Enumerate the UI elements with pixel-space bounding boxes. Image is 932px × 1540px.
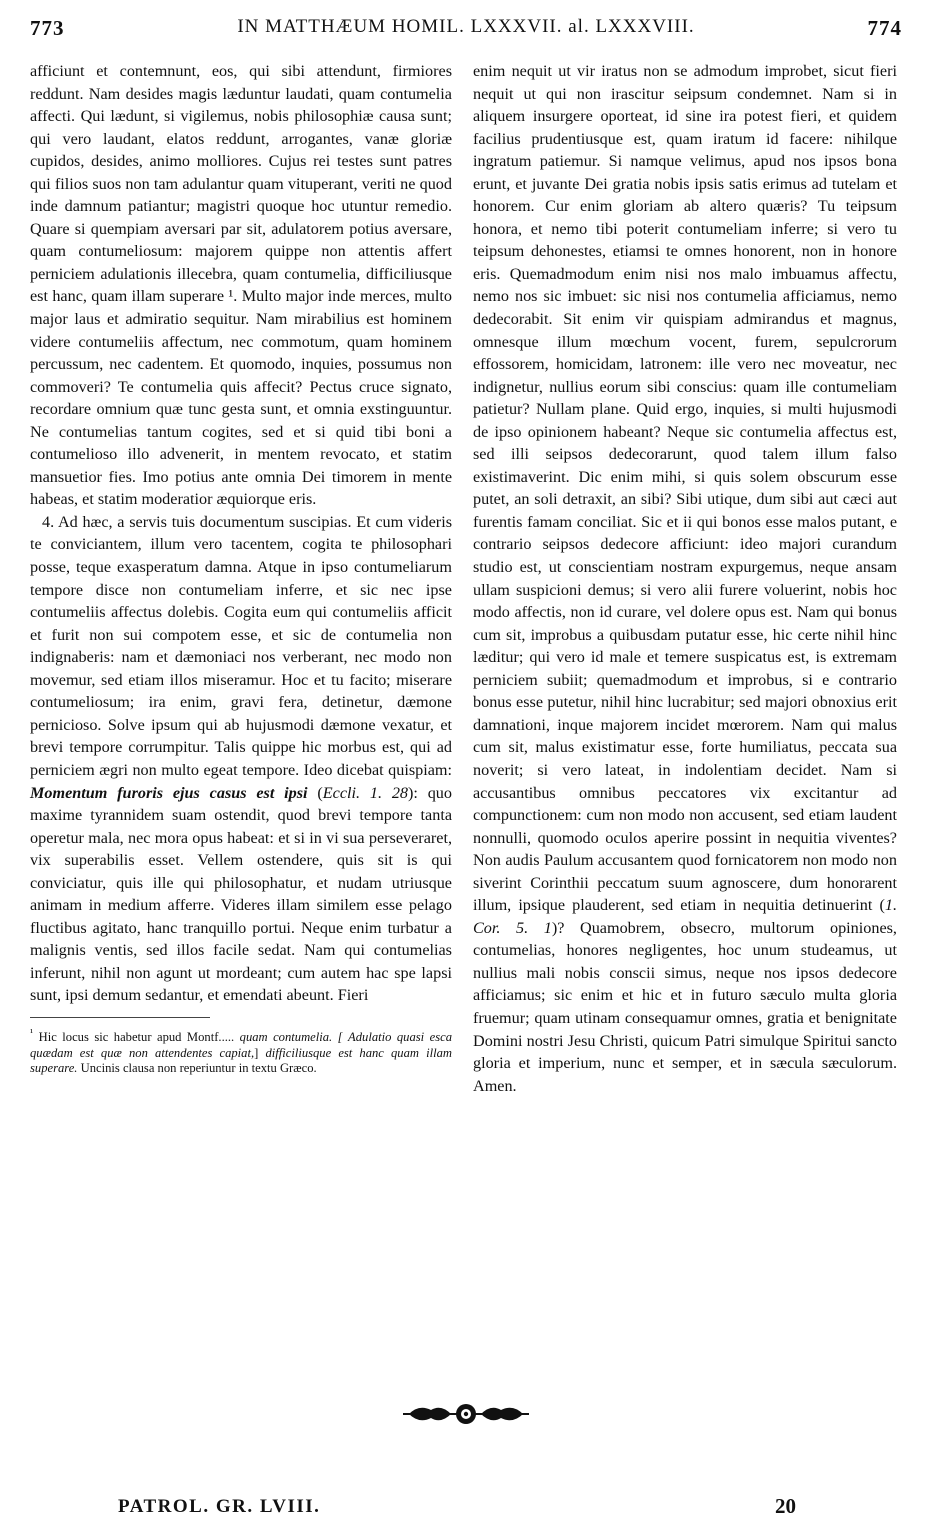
paragraph-text: )? Quamobrem, obsecro, multorum opiniones, contumelias, honores negligentes, hoc unum studeamus, ut nullius mali nobis conscii simus, neque nos ipsos dedecore afficiamus; sic enim et hic et in futuro sæculo multa gloria fruemur; quam utinam consequamur omnes, gratia et benignitate Domini nostri Jesu Christi, quicum Patri simulque Spiritui sancto gloria et imperium, nunc et semper, et in sæcula sæculorum. Amen. xyxy=(473,918,897,1095)
scripture-reference: 1. Cor. 5. 1 xyxy=(473,896,897,937)
footnote-italic: difficiliusque est hanc quam illam superare. xyxy=(30,1045,453,1076)
end-ornament xyxy=(0,1401,932,1432)
sheet-number: 20 xyxy=(775,1494,796,1518)
footnote-text: ] xyxy=(254,1045,266,1060)
left-column xyxy=(30,60,452,1077)
paragraph-4 xyxy=(30,511,452,1007)
scripture-quote: Momentum furoris ejus casus est ipsi xyxy=(30,783,308,802)
page-number-left: 773 xyxy=(30,16,65,40)
footnote-rule xyxy=(30,1017,210,1018)
paragraph-text: enim nequit ut vir iratus non se admodum improbet, sicut fieri nequit ut qui non irascitur seipsum condemnet. Nam si in aliquem insurgere oporteat, id sine ira potest fieri, et quidem facilius prudentiusque est, quam iratum id facere: nihilque ingratum patiemur. Si namque velimus, apud nos ipsos bona erunt, et juvante Dei gratia nobis ipsis satis erimus ad tutelam et honorem. Cur enim gloriam ab altero quæris? Tu teipsum honora, et nemo tibi poterit contumeliam inferre; si vero tu teipsum dehonestes, etiamsi te omnes honorent, non in honore eris. Quemadmodum enim nisi nos malo imbuamus affectu, nemo nos sic imbuet: sic nisi nos contumelia afficiamus, nemo dedecorabit. Sit enim vir quispiam admirandus et magnus, omnesque illum mœchum vocent, furem, sepulcrorum effossorem, homicidam, latronem: ille vero nec moveatur, nec indignetur, nullius eorum sibi conscius: quam ille contumeliam patietur? Nullam plane. Quid ergo, inquies, si multi hujusmodi de ipso opinionem habeant? Neque sic contumelia affectus est, sed illi seipsos dedecorarunt, quod talem illum falso existimaverint. Dic enim mihi, si quis solem obscurum esse putet, an soli detraxit, an sibi? Sibi utique, dum sibi aut cæci aut furentis famam conciliat. Sic et ii qui bonos esse malos putant, e contrario seipsos dedecore afficiunt: ideo majori curandum studio est, ut conscientiam nostram expurgemus, neque ansam ullam suspicioni demus; si vero alii furere voluerint, nobis hoc modo affectis, non id curare, vel dolere opus est. Nam qui bonus cum sit, improbus a quibusdam putatur esse, hic certe nihil hinc læditur; qui vero id male et temere suspicatus est, is extremam perniciem subiit; quemadmodum et improbus, si e contrario bonus esse putetur, nihil hinc lucrabitur; sed majori obnoxius erit damnationi, inque majorem incidet mœrorem. Nam qui malus cum sit, malus existimatur esse, forte humiliatus, peccata sua noverit; si vero lateat, in indolentiam decidet. Nam si accusantibus omnibus peccatores vix excitantur ad compunctionem: cum non modo non accusent, sed etiam laudent nonnulli, quomodo oculos aperire possint in nequitia viventes? Non audis Paulum accusantem quod fornicatorem non modo non siverint Corinthii peccatum suum agnoscere, dum honorarent illum, ipsique plauderent, sed etiam in nequitia detinuerint ( xyxy=(473,62,897,915)
page-number-right: 774 xyxy=(867,16,902,40)
footnote-text: Hic locus sic habetur apud Montf..... xyxy=(33,1030,240,1045)
sheet-signature: PATROL. GR. LVIII. xyxy=(118,1496,321,1517)
footnote-italic: Adulatio quasi esca quædam est quæ non attendentes capiat, xyxy=(30,1030,453,1060)
paragraph-text: ): quo maxime tyrannidem suam ostendit, quod brevi tempore tanta operetur mala, nec mora opus habeat: et si in vi sua perseveraret, vix superabilis esset. Vellem ostendere, quis sit is qui conviciatur, quis ille qui philosophatur, et nudam utriusque animam in medium afferre. Videres illam similem esse pelago fluctibus agitato, hanc tranquillo portui. Neque enim turbatur a malignis ventis, sed illos facile sedat. Nam qui contumelias inferunt, nihil non agunt ut mordeant; cum autem hac spe lapsi sunt, ipsi demum sedantur, et emendati abeunt. Fieri xyxy=(30,783,452,1005)
footnote xyxy=(30,1026,452,1077)
running-title: IN MATTHÆUM HOMIL. LXXXVII. al. LXXXVIII. xyxy=(237,16,695,37)
paragraph-text: 4. Ad hæc, a servis tuis documentum suscipias. Et cum videris te conviciantem, illum vero tacentem, cogita te philosophari posse, teque exasperatum damna. Atque in ipso contumeliarum tempore disce non contumeliam inferre, et sic nec ipse contumeliis affectus dolebis. Cogita eum qui contumeliis afficit et furit non sui compotem esse, et sic de contumelia non indignaberis: nam et dæmoniaci nos verberant, nec modo non movemur, sed etiam illos miseramur. Hoc et tu facito; miserare contumeliosum; ira enim, gravi fera, detinetur, dæmone pernicioso. Solve ipsum qui ab hujusmodi dæmone vexatur, et brevi tempore corrumpitur. Talis quippe hic morbus est, qui ad perniciem ægri non multo egeat tempore. Ideo dicebat quispiam: xyxy=(30,512,452,779)
footnote-text: Uncinis clausa non reperiuntur in textu Græco. xyxy=(77,1061,317,1076)
paragraph: afficiunt et contemnunt, eos, qui sibi attendunt, firmiores reddunt. Nam desides magis læduntur laudati, quam contumelia affecti. Qui lædunt, si vigilemus, nobis philosophiæ causa sunt; qui vero laudant, elatos reddunt, arrogantes, vanæ gloriæ cupidos, desides, animo molliores. Cujus rei testes sunt patres qui filios suos non tam adulantur quam vituperant, veriti ne quod inde damnum patiantur; magistri quoque hoc utuntur remedio. Quare si quempiam aversari par sit, adulatorem potius aversare, quam contumeliosum: majorem quippe non attentis affert perniciem adulationis illecebra, quam contumelia, difficiliusque est hanc, quam illam superare ¹. Multo major inde merces, multo major laus et admiratio sequitur. Nam mirabilius est hominem videre contumeliis affectum, nec commotum, quam hominem percussum, nec cadentem. Et quomodo, inquies, possumus non commoveri? Te contumelia quis affecit? Pectus cruce signato, recordare omnium quæ tunc gesta sunt, et omnia exstinguuntur. Ne contumelias tantum cogites, sed et si quid tibi boni a contumelioso illo advenerit, in mentem revocato, et statim mansuetior fies. Imo potius ante omnia Dei timorem in mente habeas, et statim moderatior æquiorque eris. xyxy=(30,62,452,509)
footnote-italic: quam contumelia. [ xyxy=(239,1030,343,1045)
reference-open: ( xyxy=(307,783,323,802)
right-column xyxy=(473,60,897,1097)
scripture-reference: Eccli. 1. 28 xyxy=(322,783,409,802)
footnote-marker: ¹ xyxy=(30,1027,34,1039)
ornament-icon xyxy=(401,1401,531,1427)
running-header xyxy=(20,8,912,48)
paragraph xyxy=(473,60,897,1097)
